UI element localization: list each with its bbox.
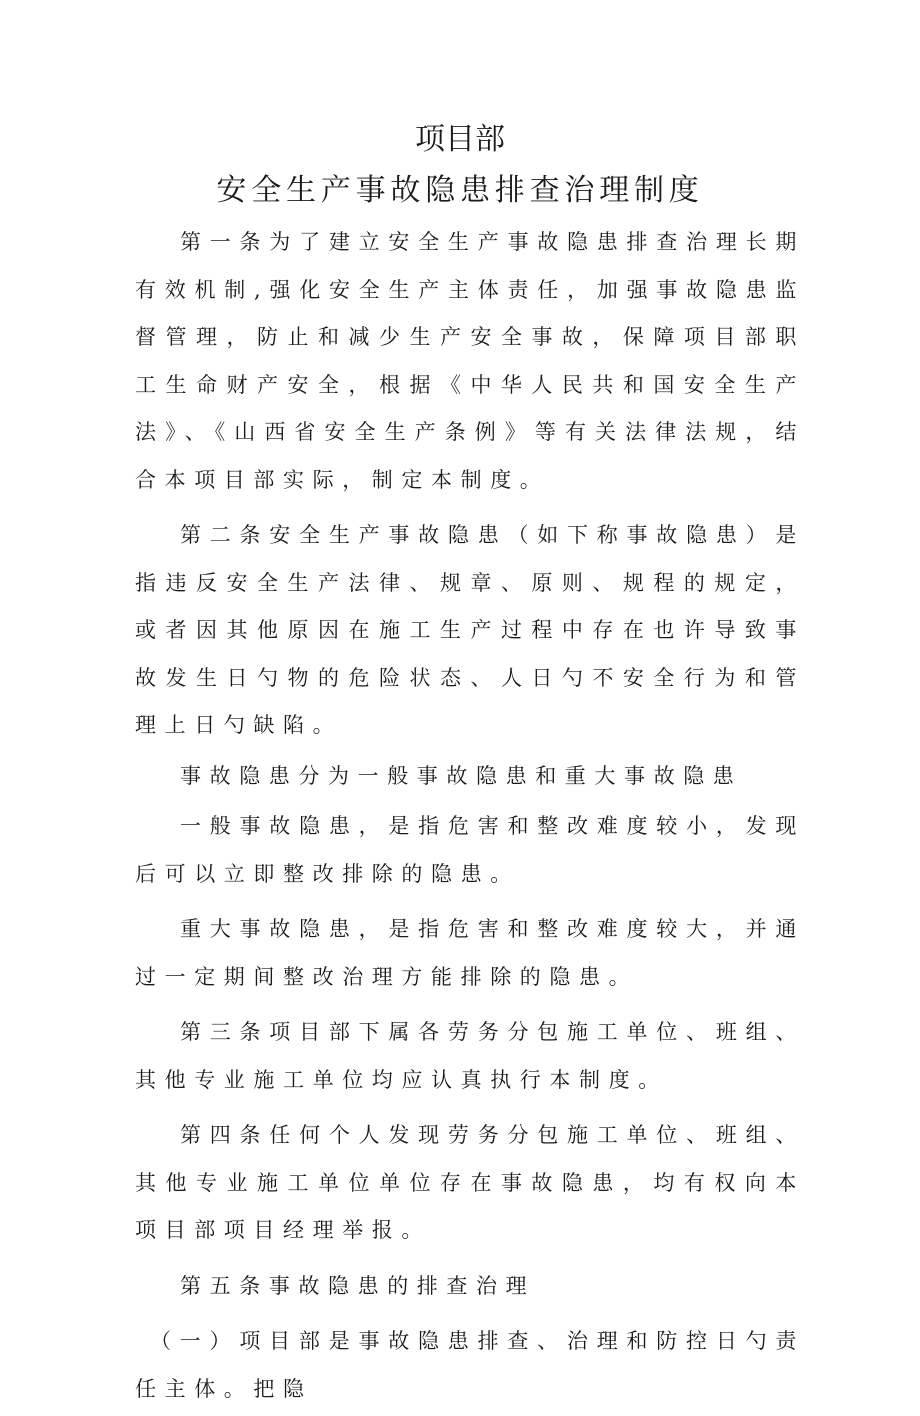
paragraph-article-5-item-1: （一）项目部是事故隐患排查、治理和防控日勺责任主体。把隐 bbox=[135, 1329, 805, 1401]
paragraph-major-hazard: 重大事故隐患，是指危害和整改难度较大，并通过一定期间整改治理方能排除的隐患。 bbox=[135, 917, 805, 989]
paragraph-article-4: 第四条任何个人发现劳务分包施工单位、班组、其他专业施工单位单位存在事故隐患，均有权向本项目部项目经理举报。 bbox=[135, 1123, 805, 1242]
paragraph-article-2: 第二条安全生产事故隐患（如下称事故隐患）是指违反安全生产法律、规章、原则、规程的规定，或者因其他原因在施工生产过程中存在也许导致事故发生日勺物的危险状态、人日勺不安全行为和管理上日勺缺陷。 bbox=[135, 523, 805, 737]
paragraph-hazard-classes: 事故隐患分为一般事故隐患和重大事故隐患 bbox=[180, 763, 743, 788]
document-body bbox=[135, 219, 805, 1416]
paragraph-article-5: 第五条事故隐患的排查治理 bbox=[180, 1273, 536, 1298]
document-title: 项目部 bbox=[415, 122, 505, 157]
paragraph-article-3: 第三条项目部下属各劳务分包施工单位、班组、其他专业施工单位均应认真执行本制度。 bbox=[135, 1020, 805, 1092]
paragraph-article-1: 第一条为了建立安全生产事故隐患排查治理长期有效机制,强化安全生产主体责任，加强事故隐患监督管理，防止和减少生产安全事故，保障项目部职工生命财产安全，根据《中华人民共和国安全生产法》、《山西省安全生产条例》等有关法律法规，结合本项目部实际，制定本制度。 bbox=[135, 230, 805, 492]
paragraph-general-hazard: 一般事故隐患，是指危害和整改难度较小，发现后可以立即整改排除的隐患。 bbox=[135, 814, 805, 886]
document-subtitle: 安全生产事故隐患排查治理制度 bbox=[216, 173, 704, 208]
